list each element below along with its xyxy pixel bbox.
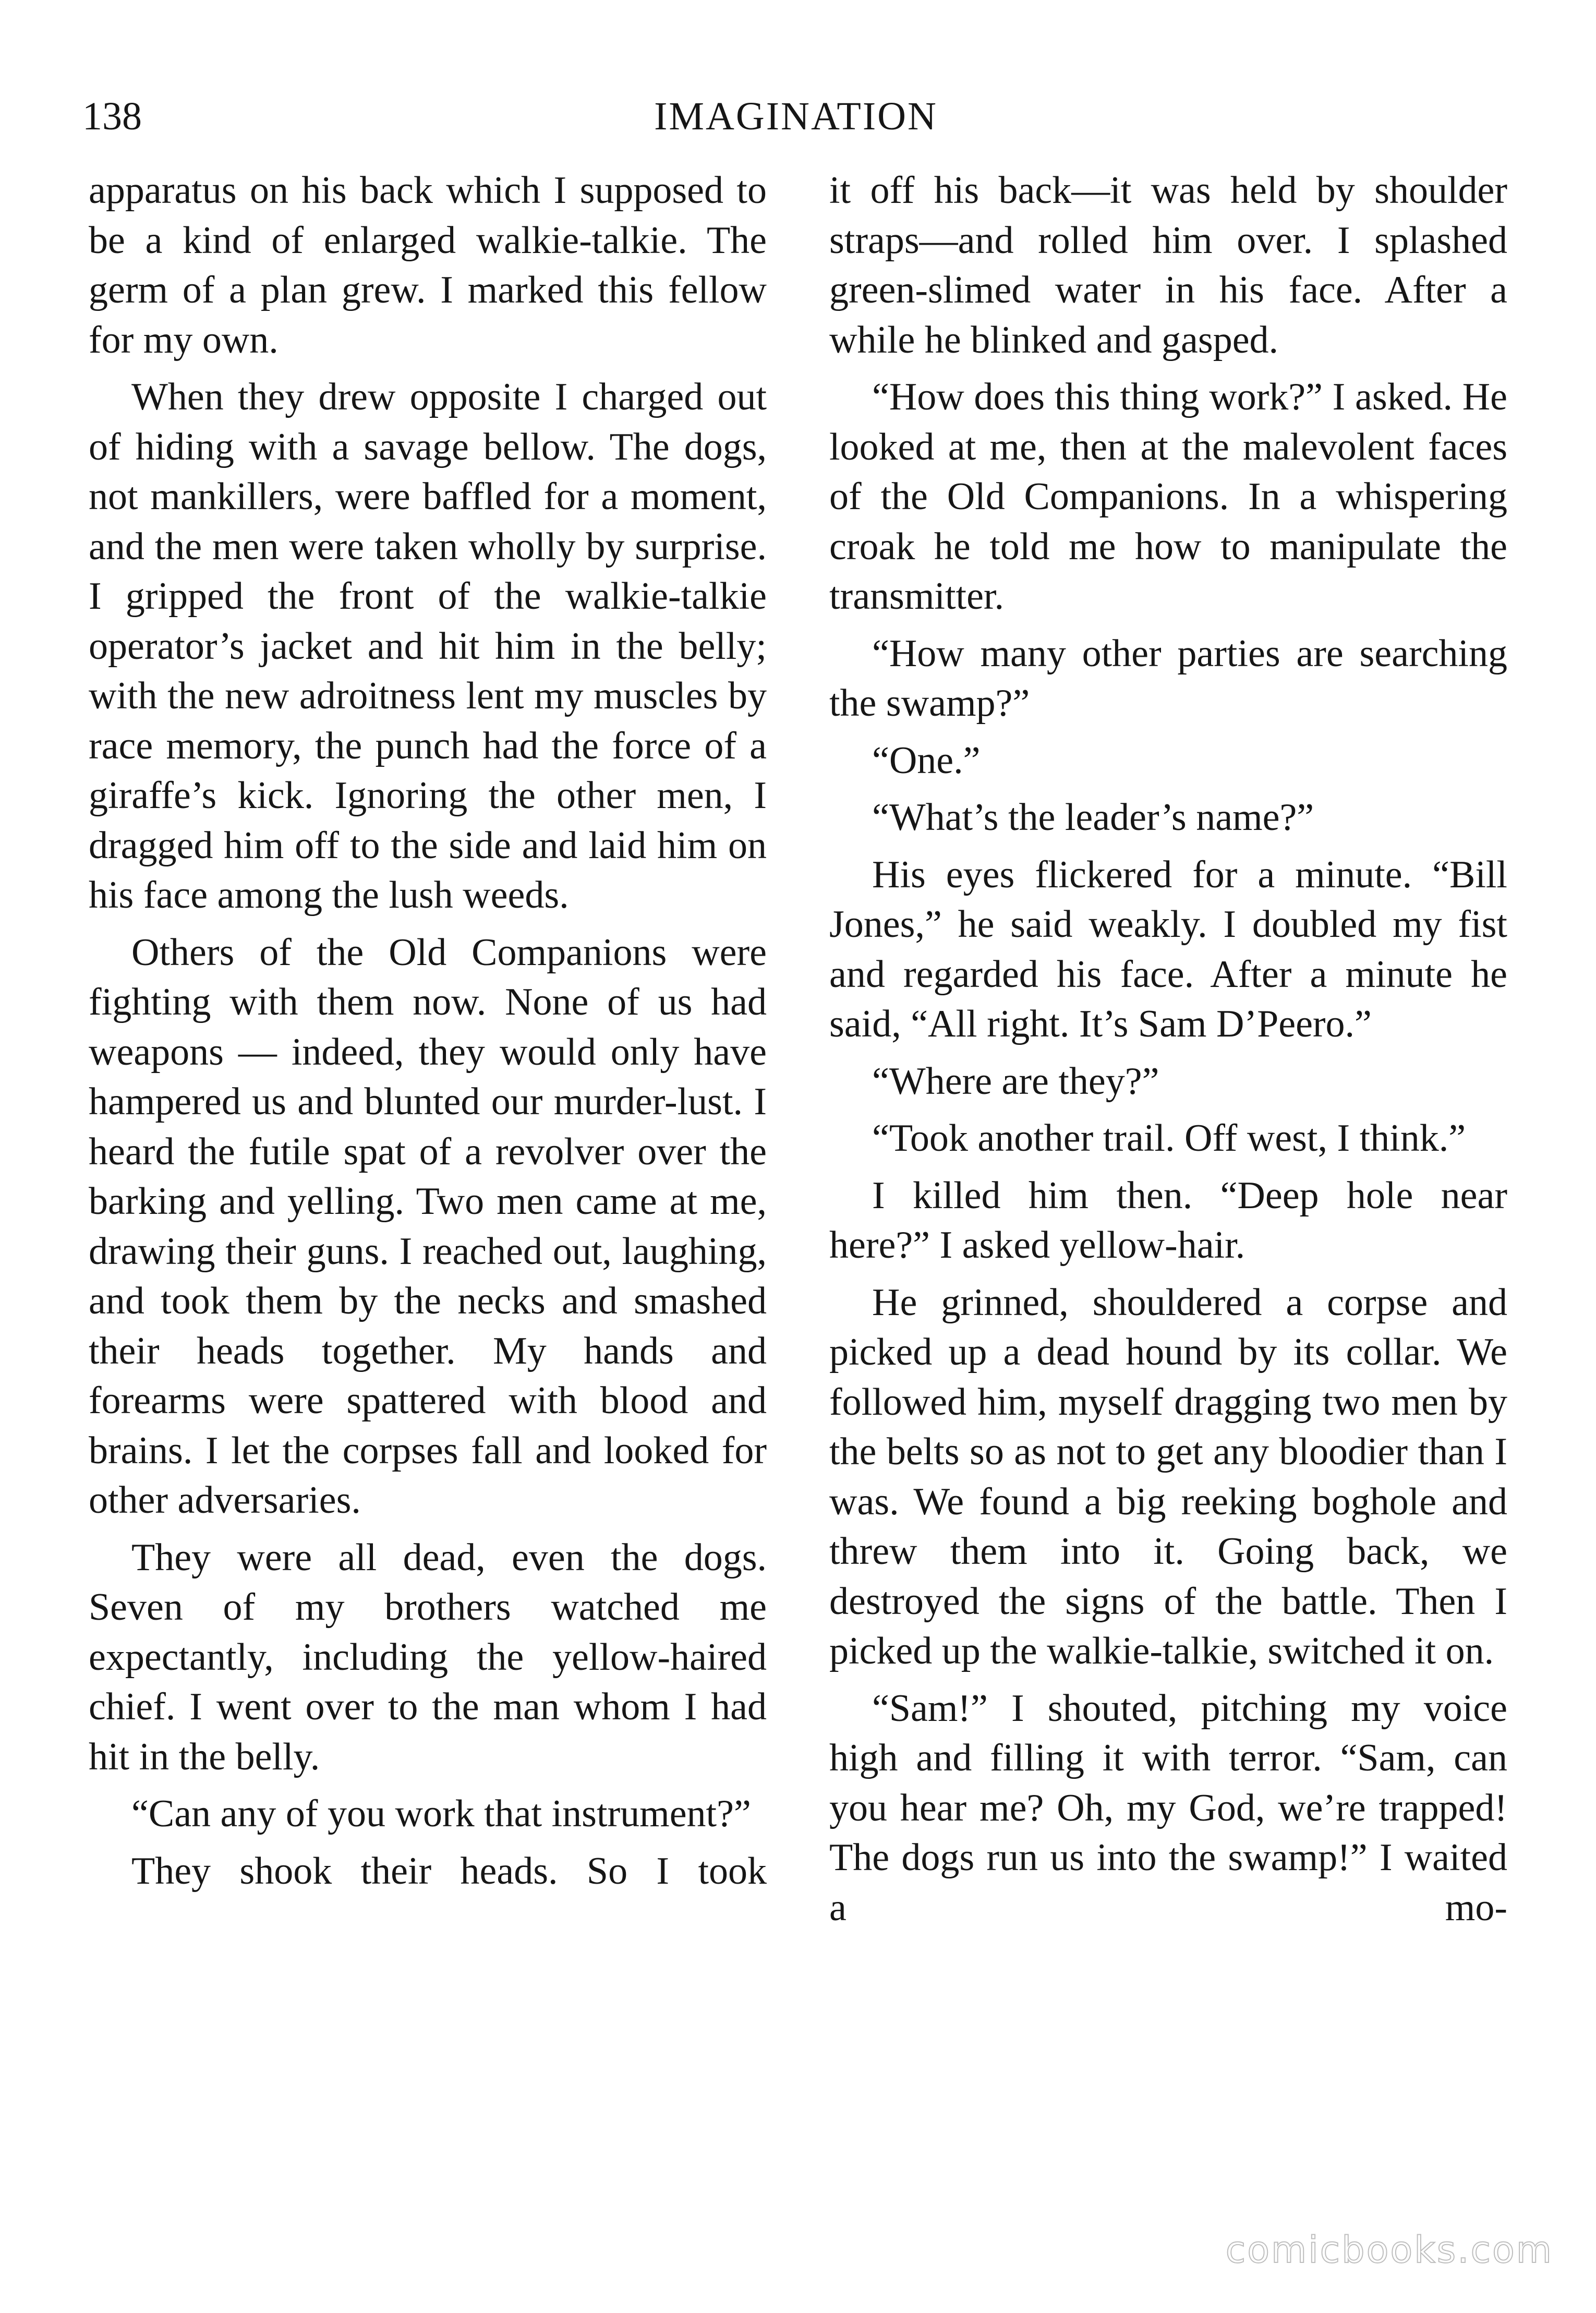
watermark: comicbooks.com	[1225, 2228, 1553, 2271]
paragraph: They were all dead, even the dogs. Seven of my brothers watched me expectantly, including the yellow-haired chief. I went over to the man whom I had hit in the belly.	[89, 1536, 767, 1778]
paragraph: apparatus on his back which I supposed to be a kind of enlarged walkie-talkie. The germ of a plan grew. I marked this fellow for my own.	[89, 169, 767, 362]
paragraph: I killed him then. “Deep hole near here?” I asked yellow-hair.	[829, 1174, 1507, 1267]
paragraph: it off his back—it was held by shoulder straps—and rolled him over. I splashed green-slimed water in his face. After a while he blinked and gasped.	[829, 169, 1507, 362]
paragraph: “Took another trail. Off west, I think.”	[872, 1117, 1466, 1160]
running-head: IMAGINATION	[654, 94, 938, 138]
paragraph: Others of the Old Companions were fighting with them now. None of us had weapons — indeed, they would only have hampered us and blunted our murder-lust. I heard the futile spat of a revolver over the barking and yelling. Two men came at me, drawing their guns. I reached out, laughing, and took them by the necks and smashed their heads together. My hands and forearms were spattered with blood and brains. I let the corpses fall and looked for other adversaries.	[89, 931, 767, 1522]
paragraph: “How does this thing work?” I asked. He looked at me, then at the malevolent faces of the Old Companions. In a whispering croak he told me how to manipulate the transmitter.	[829, 376, 1507, 618]
paragraph: He grinned, shouldered a corpse and picked up a dead hound by its collar. We followed him, myself dragging two men by the belts so as not to get any bloodier than I was. We found a big reeking boghole and threw them into it. Going back, we destroyed the signs of the battle. Then I picked up the walkie-talkie, switched it on.	[829, 1281, 1507, 1672]
left-column	[89, 166, 767, 1904]
paragraph: When they drew opposite I charged out of hiding with a savage bellow. The dogs, not mankillers, were baffled for a moment, and the men were taken wholly by surprise. I gripped the front of the walkie-talkie operator’s jacket and hit him in the belly; with the new adroitness lent my muscles by race memory, the punch had the force of a giraffe’s kick. Ignoring the other men, I dragged him off to the side and laid him on his face among the lush weeds.	[89, 376, 767, 917]
right-column	[829, 166, 1507, 1940]
paragraph: “Can any of you work that instrument?”	[131, 1792, 751, 1835]
page-header	[82, 88, 1509, 145]
paragraph: “One.”	[872, 739, 981, 782]
paragraph: They shook their heads. So I took	[131, 1849, 767, 1893]
paragraph: His eyes flickered for a minute. “Bill Jones,” he said weakly. I doubled my fist and regarded his face. After a minute he said, “All right. It’s Sam D’Peero.”	[829, 853, 1507, 1045]
paragraph: “How many other parties are searching the swamp?”	[829, 632, 1507, 725]
page-number: 138	[82, 94, 142, 138]
paragraph: “What’s the leader’s name?”	[872, 796, 1314, 839]
paragraph: “Sam!” I shouted, pitching my voice high and filling it with terror. “Sam, can you hear me? Oh, my God, we’re trapped! The dogs run us into the swamp!” I waited a mo-	[829, 1686, 1507, 1929]
paragraph: “Where are they?”	[872, 1059, 1159, 1103]
